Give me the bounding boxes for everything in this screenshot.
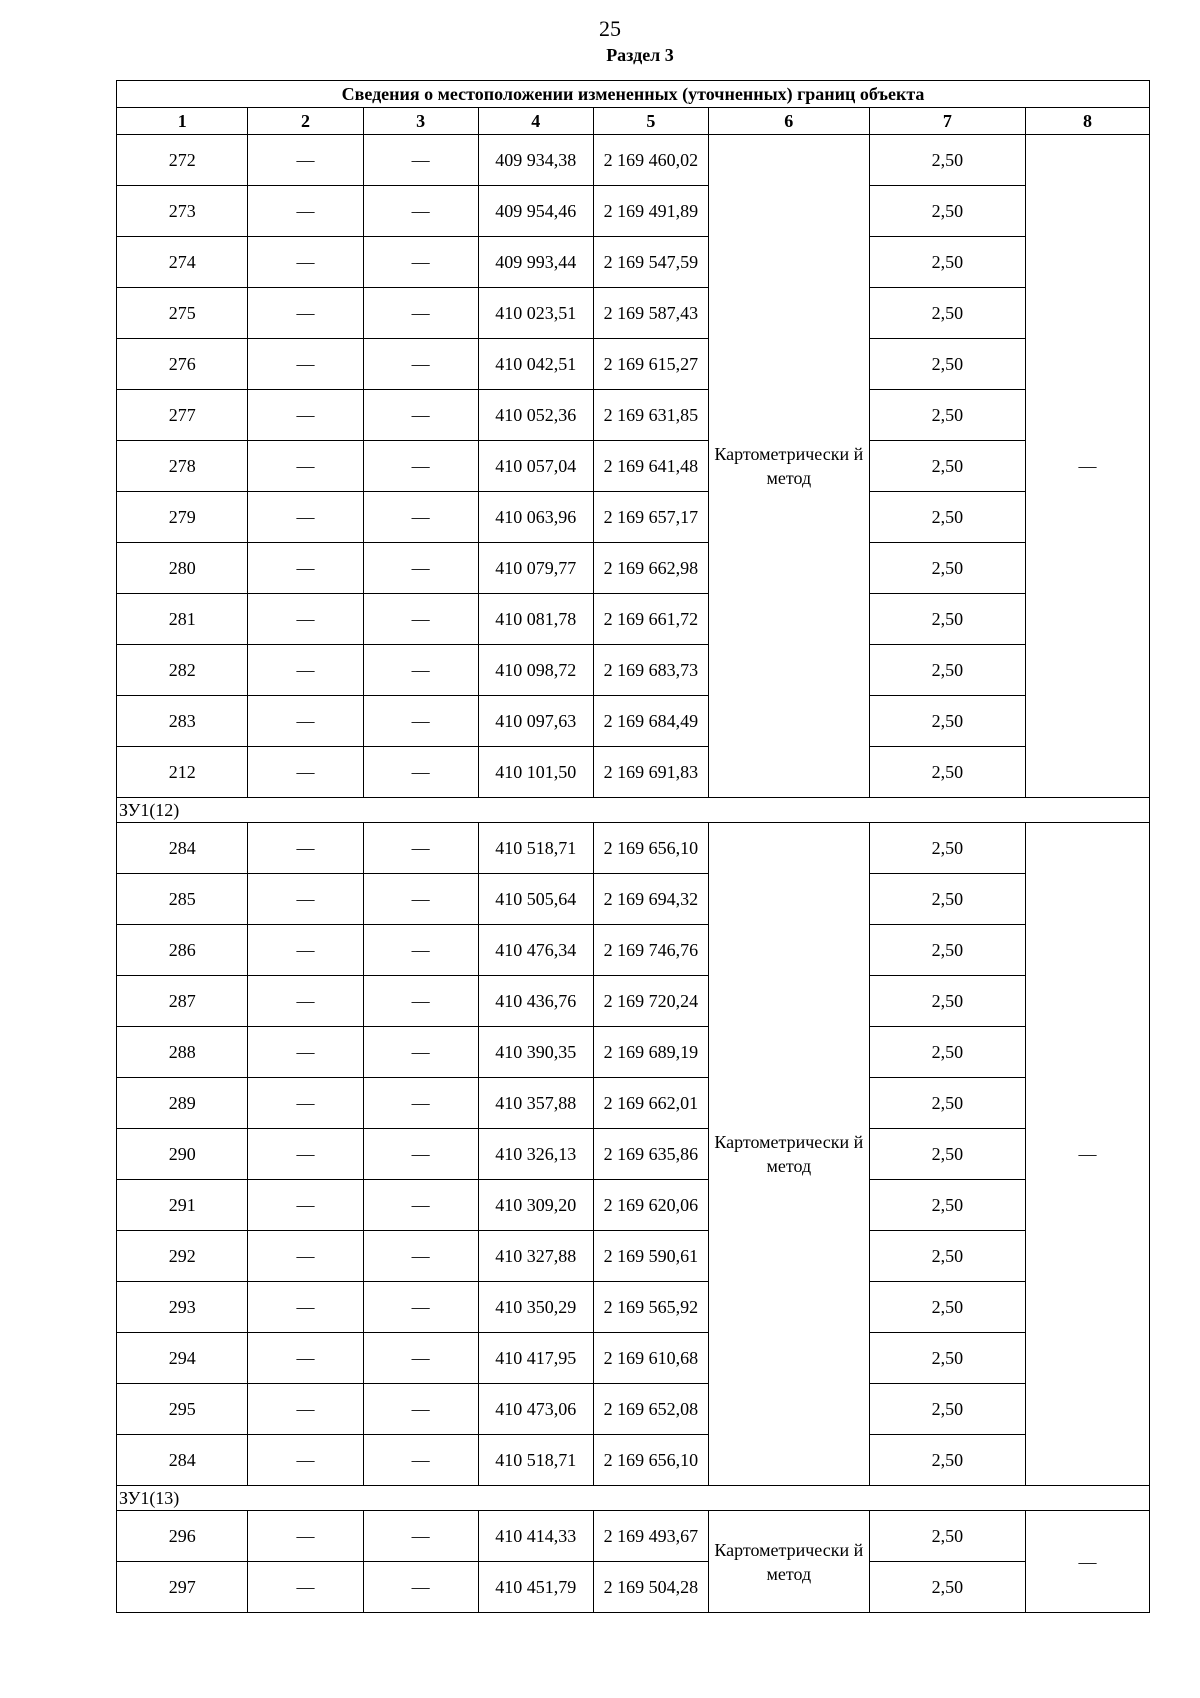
x-coordinate-cell: 410 063,96: [478, 492, 593, 543]
accuracy-cell: 2,50: [869, 645, 1025, 696]
point-number-cell: 281: [117, 594, 248, 645]
column-header: 3: [363, 108, 478, 135]
col3-cell: —: [363, 492, 478, 543]
column-header: 5: [593, 108, 708, 135]
col2-cell: —: [248, 874, 363, 925]
point-number-cell: 290: [117, 1129, 248, 1180]
table-row: [117, 696, 1150, 747]
col3-cell: —: [363, 594, 478, 645]
col2-cell: —: [248, 823, 363, 874]
table-row: [117, 747, 1150, 798]
col2-cell: —: [248, 492, 363, 543]
accuracy-cell: 2,50: [869, 1129, 1025, 1180]
col3-cell: —: [363, 747, 478, 798]
col2-cell: —: [248, 1180, 363, 1231]
column-header: 4: [478, 108, 593, 135]
column-header-row: [117, 108, 1150, 135]
col3-cell: —: [363, 339, 478, 390]
accuracy-cell: 2,50: [869, 1333, 1025, 1384]
y-coordinate-cell: 2 169 661,72: [593, 594, 708, 645]
accuracy-cell: 2,50: [869, 594, 1025, 645]
table-row: [117, 594, 1150, 645]
col2-cell: —: [248, 1435, 363, 1486]
accuracy-cell: 2,50: [869, 823, 1025, 874]
x-coordinate-cell: 410 473,06: [478, 1384, 593, 1435]
x-coordinate-cell: 410 505,64: [478, 874, 593, 925]
col2-cell: —: [248, 925, 363, 976]
col3-cell: —: [363, 1180, 478, 1231]
col8-cell: —: [1026, 823, 1150, 1486]
y-coordinate-cell: 2 169 689,19: [593, 1027, 708, 1078]
accuracy-cell: 2,50: [869, 1282, 1025, 1333]
col3-cell: —: [363, 237, 478, 288]
col3-cell: —: [363, 1078, 478, 1129]
col2-cell: —: [248, 186, 363, 237]
accuracy-cell: 2,50: [869, 925, 1025, 976]
point-number-cell: 276: [117, 339, 248, 390]
point-number-cell: 293: [117, 1282, 248, 1333]
col3-cell: —: [363, 135, 478, 186]
col2-cell: —: [248, 1282, 363, 1333]
point-number-cell: 294: [117, 1333, 248, 1384]
accuracy-cell: 2,50: [869, 1562, 1025, 1613]
col3-cell: —: [363, 976, 478, 1027]
page-number: 25: [599, 16, 621, 41]
accuracy-cell: 2,50: [869, 441, 1025, 492]
table-row: [117, 645, 1150, 696]
col3-cell: —: [363, 1129, 478, 1180]
point-number-cell: 288: [117, 1027, 248, 1078]
x-coordinate-cell: 409 954,46: [478, 186, 593, 237]
x-coordinate-cell: 410 417,95: [478, 1333, 593, 1384]
table-row: [117, 543, 1150, 594]
group-label: ЗУ1(13): [117, 1486, 1150, 1511]
point-number-cell: 287: [117, 976, 248, 1027]
accuracy-cell: 2,50: [869, 1078, 1025, 1129]
table-row: [117, 1384, 1150, 1435]
point-number-cell: 297: [117, 1562, 248, 1613]
table-title-row: [117, 81, 1150, 108]
x-coordinate-cell: 410 390,35: [478, 1027, 593, 1078]
point-number-cell: 273: [117, 186, 248, 237]
point-number-cell: 295: [117, 1384, 248, 1435]
col2-cell: —: [248, 390, 363, 441]
point-number-cell: 291: [117, 1180, 248, 1231]
table-row: [117, 1435, 1150, 1486]
table-row: [117, 976, 1150, 1027]
x-coordinate-cell: 410 057,04: [478, 441, 593, 492]
col3-cell: —: [363, 874, 478, 925]
col2-cell: —: [248, 543, 363, 594]
x-coordinate-cell: 410 350,29: [478, 1282, 593, 1333]
y-coordinate-cell: 2 169 657,17: [593, 492, 708, 543]
y-coordinate-cell: 2 169 587,43: [593, 288, 708, 339]
point-number-cell: 279: [117, 492, 248, 543]
col2-cell: —: [248, 696, 363, 747]
x-coordinate-cell: 410 042,51: [478, 339, 593, 390]
table-row: [117, 823, 1150, 874]
accuracy-cell: 2,50: [869, 390, 1025, 441]
y-coordinate-cell: 2 169 504,28: [593, 1562, 708, 1613]
col3-cell: —: [363, 1384, 478, 1435]
column-header: 7: [869, 108, 1025, 135]
point-number-cell: 277: [117, 390, 248, 441]
col3-cell: —: [363, 1562, 478, 1613]
table-row: [117, 1511, 1150, 1562]
table-title: Сведения о местоположении измененных (уточненных) границ объекта: [117, 81, 1150, 108]
col2-cell: —: [248, 1511, 363, 1562]
point-number-cell: 284: [117, 823, 248, 874]
accuracy-cell: 2,50: [869, 543, 1025, 594]
col2-cell: —: [248, 1562, 363, 1613]
y-coordinate-cell: 2 169 547,59: [593, 237, 708, 288]
col2-cell: —: [248, 1333, 363, 1384]
col2-cell: —: [248, 441, 363, 492]
col2-cell: —: [248, 288, 363, 339]
col2-cell: —: [248, 747, 363, 798]
y-coordinate-cell: 2 169 641,48: [593, 441, 708, 492]
method-cell: Картометрически й метод: [708, 135, 869, 798]
accuracy-cell: 2,50: [869, 1231, 1025, 1282]
method-cell: Картометрически й метод: [708, 1511, 869, 1613]
table-row: [117, 1129, 1150, 1180]
x-coordinate-cell: 410 357,88: [478, 1078, 593, 1129]
y-coordinate-cell: 2 169 662,01: [593, 1078, 708, 1129]
x-coordinate-cell: 410 081,78: [478, 594, 593, 645]
x-coordinate-cell: 410 414,33: [478, 1511, 593, 1562]
method-cell: Картометрически й метод: [708, 823, 869, 1486]
accuracy-cell: 2,50: [869, 186, 1025, 237]
col3-cell: —: [363, 186, 478, 237]
accuracy-cell: 2,50: [869, 696, 1025, 747]
y-coordinate-cell: 2 169 493,67: [593, 1511, 708, 1562]
group-label: ЗУ1(12): [117, 798, 1150, 823]
y-coordinate-cell: 2 169 720,24: [593, 976, 708, 1027]
group-label-row: [117, 798, 1150, 823]
col2-cell: —: [248, 339, 363, 390]
point-number-cell: 296: [117, 1511, 248, 1562]
y-coordinate-cell: 2 169 694,32: [593, 874, 708, 925]
y-coordinate-cell: 2 169 656,10: [593, 823, 708, 874]
accuracy-cell: 2,50: [869, 1511, 1025, 1562]
col3-cell: —: [363, 1333, 478, 1384]
table-row: [117, 1078, 1150, 1129]
table-row: [117, 925, 1150, 976]
x-coordinate-cell: 410 097,63: [478, 696, 593, 747]
col3-cell: —: [363, 1231, 478, 1282]
point-number-cell: 212: [117, 747, 248, 798]
col2-cell: —: [248, 237, 363, 288]
col2-cell: —: [248, 976, 363, 1027]
x-coordinate-cell: 410 327,88: [478, 1231, 593, 1282]
col3-cell: —: [363, 925, 478, 976]
col3-cell: —: [363, 1027, 478, 1078]
y-coordinate-cell: 2 169 635,86: [593, 1129, 708, 1180]
point-number-cell: 289: [117, 1078, 248, 1129]
accuracy-cell: 2,50: [869, 1384, 1025, 1435]
accuracy-cell: 2,50: [869, 135, 1025, 186]
point-number-cell: 292: [117, 1231, 248, 1282]
point-number-cell: 285: [117, 874, 248, 925]
x-coordinate-cell: 410 476,34: [478, 925, 593, 976]
point-number-cell: 284: [117, 1435, 248, 1486]
col2-cell: —: [248, 135, 363, 186]
table-row: [117, 237, 1150, 288]
table-row: [117, 441, 1150, 492]
col2-cell: —: [248, 1129, 363, 1180]
y-coordinate-cell: 2 169 615,27: [593, 339, 708, 390]
accuracy-cell: 2,50: [869, 1435, 1025, 1486]
x-coordinate-cell: 410 098,72: [478, 645, 593, 696]
column-header: 1: [117, 108, 248, 135]
table-row: [117, 339, 1150, 390]
col2-cell: —: [248, 645, 363, 696]
y-coordinate-cell: 2 169 746,76: [593, 925, 708, 976]
y-coordinate-cell: 2 169 656,10: [593, 1435, 708, 1486]
col2-cell: —: [248, 1027, 363, 1078]
col2-cell: —: [248, 1384, 363, 1435]
col3-cell: —: [363, 696, 478, 747]
x-coordinate-cell: 410 023,51: [478, 288, 593, 339]
y-coordinate-cell: 2 169 460,02: [593, 135, 708, 186]
point-number-cell: 272: [117, 135, 248, 186]
table-row: [117, 1562, 1150, 1613]
table-row: [117, 1231, 1150, 1282]
y-coordinate-cell: 2 169 565,92: [593, 1282, 708, 1333]
col2-cell: —: [248, 1078, 363, 1129]
column-header: 6: [708, 108, 869, 135]
col8-cell: —: [1026, 1511, 1150, 1613]
y-coordinate-cell: 2 169 610,68: [593, 1333, 708, 1384]
x-coordinate-cell: 410 436,76: [478, 976, 593, 1027]
col2-cell: —: [248, 594, 363, 645]
col3-cell: —: [363, 441, 478, 492]
table-row: [117, 135, 1150, 186]
y-coordinate-cell: 2 169 620,06: [593, 1180, 708, 1231]
col3-cell: —: [363, 1511, 478, 1562]
table-row: [117, 390, 1150, 441]
x-coordinate-cell: 410 309,20: [478, 1180, 593, 1231]
table-row: [117, 874, 1150, 925]
col3-cell: —: [363, 823, 478, 874]
table-row: [117, 1180, 1150, 1231]
x-coordinate-cell: 410 451,79: [478, 1562, 593, 1613]
table-row: [117, 288, 1150, 339]
accuracy-cell: 2,50: [869, 339, 1025, 390]
column-header: 8: [1026, 108, 1150, 135]
x-coordinate-cell: 410 101,50: [478, 747, 593, 798]
boundary-coordinates-table: [116, 80, 1150, 1613]
col3-cell: —: [363, 288, 478, 339]
y-coordinate-cell: 2 169 631,85: [593, 390, 708, 441]
accuracy-cell: 2,50: [869, 1180, 1025, 1231]
accuracy-cell: 2,50: [869, 237, 1025, 288]
point-number-cell: 286: [117, 925, 248, 976]
table-row: [117, 1333, 1150, 1384]
table-row: [117, 492, 1150, 543]
section-title: Раздел 3: [606, 45, 674, 65]
y-coordinate-cell: 2 169 491,89: [593, 186, 708, 237]
point-number-cell: 274: [117, 237, 248, 288]
y-coordinate-cell: 2 169 590,61: [593, 1231, 708, 1282]
y-coordinate-cell: 2 169 684,49: [593, 696, 708, 747]
col3-cell: —: [363, 543, 478, 594]
accuracy-cell: 2,50: [869, 976, 1025, 1027]
y-coordinate-cell: 2 169 662,98: [593, 543, 708, 594]
x-coordinate-cell: 410 518,71: [478, 1435, 593, 1486]
x-coordinate-cell: 410 518,71: [478, 823, 593, 874]
col2-cell: —: [248, 1231, 363, 1282]
point-number-cell: 275: [117, 288, 248, 339]
y-coordinate-cell: 2 169 683,73: [593, 645, 708, 696]
table-body: [117, 81, 1150, 1613]
x-coordinate-cell: 410 326,13: [478, 1129, 593, 1180]
col3-cell: —: [363, 1282, 478, 1333]
accuracy-cell: 2,50: [869, 874, 1025, 925]
y-coordinate-cell: 2 169 652,08: [593, 1384, 708, 1435]
table-row: [117, 186, 1150, 237]
point-number-cell: 283: [117, 696, 248, 747]
accuracy-cell: 2,50: [869, 288, 1025, 339]
column-header: 2: [248, 108, 363, 135]
x-coordinate-cell: 409 993,44: [478, 237, 593, 288]
group-label-row: [117, 1486, 1150, 1511]
point-number-cell: 282: [117, 645, 248, 696]
point-number-cell: 278: [117, 441, 248, 492]
x-coordinate-cell: 410 052,36: [478, 390, 593, 441]
table-row: [117, 1027, 1150, 1078]
x-coordinate-cell: 409 934,38: [478, 135, 593, 186]
x-coordinate-cell: 410 079,77: [478, 543, 593, 594]
col3-cell: —: [363, 645, 478, 696]
table-row: [117, 1282, 1150, 1333]
y-coordinate-cell: 2 169 691,83: [593, 747, 708, 798]
accuracy-cell: 2,50: [869, 747, 1025, 798]
col8-cell: —: [1026, 135, 1150, 798]
point-number-cell: 280: [117, 543, 248, 594]
col3-cell: —: [363, 1435, 478, 1486]
col3-cell: —: [363, 390, 478, 441]
accuracy-cell: 2,50: [869, 1027, 1025, 1078]
accuracy-cell: 2,50: [869, 492, 1025, 543]
